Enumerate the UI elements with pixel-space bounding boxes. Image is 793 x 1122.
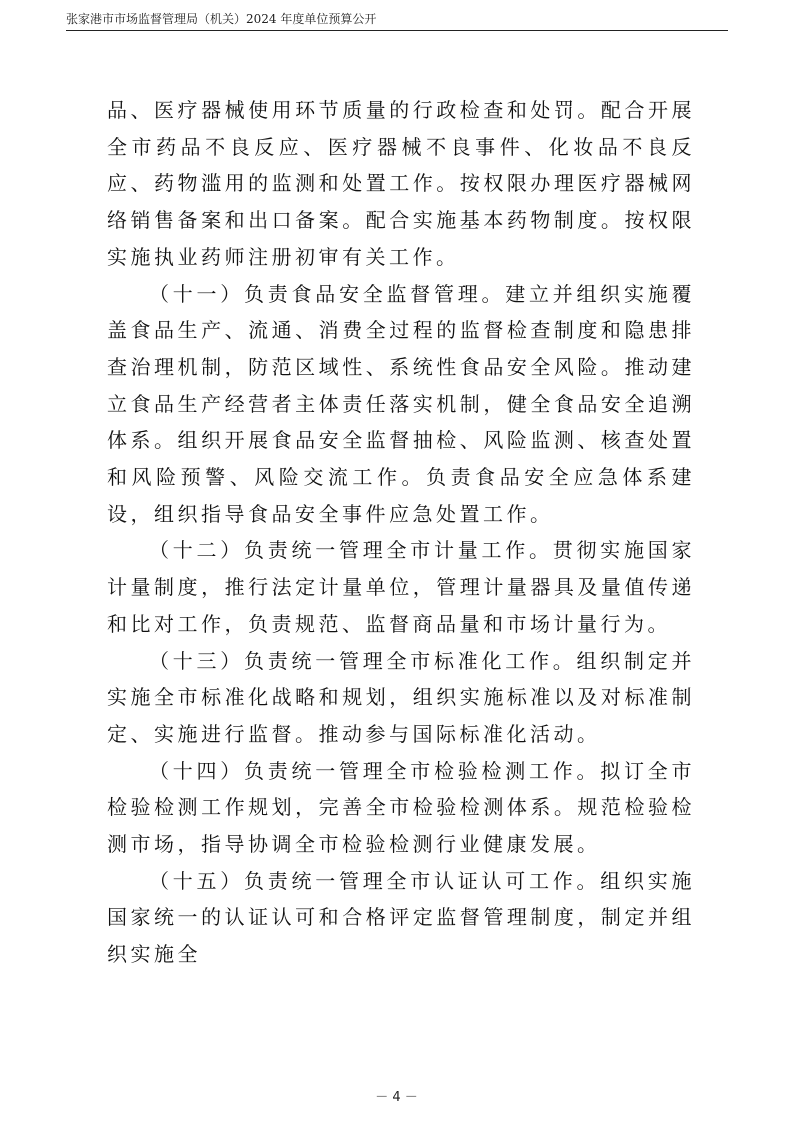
document-header [66,10,728,31]
document-body [107,92,695,973]
body-paragraph: （十二）负责统一管理全市计量工作。贯彻实施国家计量制度，推行法定计量单位，管理计量器具及量值传递和比对工作，负责规范、监督商品量和市场计量行为。 [107,538,695,636]
body-paragraph: （十五）负责统一管理全市认证认可工作。组织实施国家统一的认证认可和合格评定监督管理制度，制定并组织实施全 [107,868,695,967]
page-number: － 4 － [375,1090,418,1105]
body-paragraph: （十四）负责统一管理全市检验检测工作。拟订全市检验检测工作规划，完善全市检验检测体系。规范检验检测市场，指导协调全市检验检测行业健康发展。 [107,758,695,857]
header-title: 张家港市市场监督管理局（机关）2024 年度单位预算公开 [66,12,377,26]
body-paragraph: （十一）负责食品安全监督管理。建立并组织实施覆盖食品生产、流通、消费全过程的监督检查制度和隐患排查治理机制，防范区域性、系统性食品安全风险。推动建立食品生产经营者主体责任落实机制，健全食品安全追溯体系。组织开展食品安全监督抽检、风险监测、核查处置和风险预警、风险交流工作。负责食品安全应急体系建设，组织指导食品安全事件应急处置工作。 [107,281,695,526]
body-paragraph: 品、医疗器械使用环节质量的行政检查和处罚。配合开展全市药品不良反应、医疗器械不良事件、化妆品不良反应、药物滥用的监测和处置工作。按权限办理医疗器械网络销售备案和出口备案。配合实施基本药物制度。按权限实施执业药师注册初审有关工作。 [107,98,695,269]
body-paragraph: （十三）负责统一管理全市标准化工作。组织制定并实施全市标准化战略和规划，组织实施标准以及对标准制定、实施进行监督。推动参与国际标准化活动。 [107,648,695,746]
